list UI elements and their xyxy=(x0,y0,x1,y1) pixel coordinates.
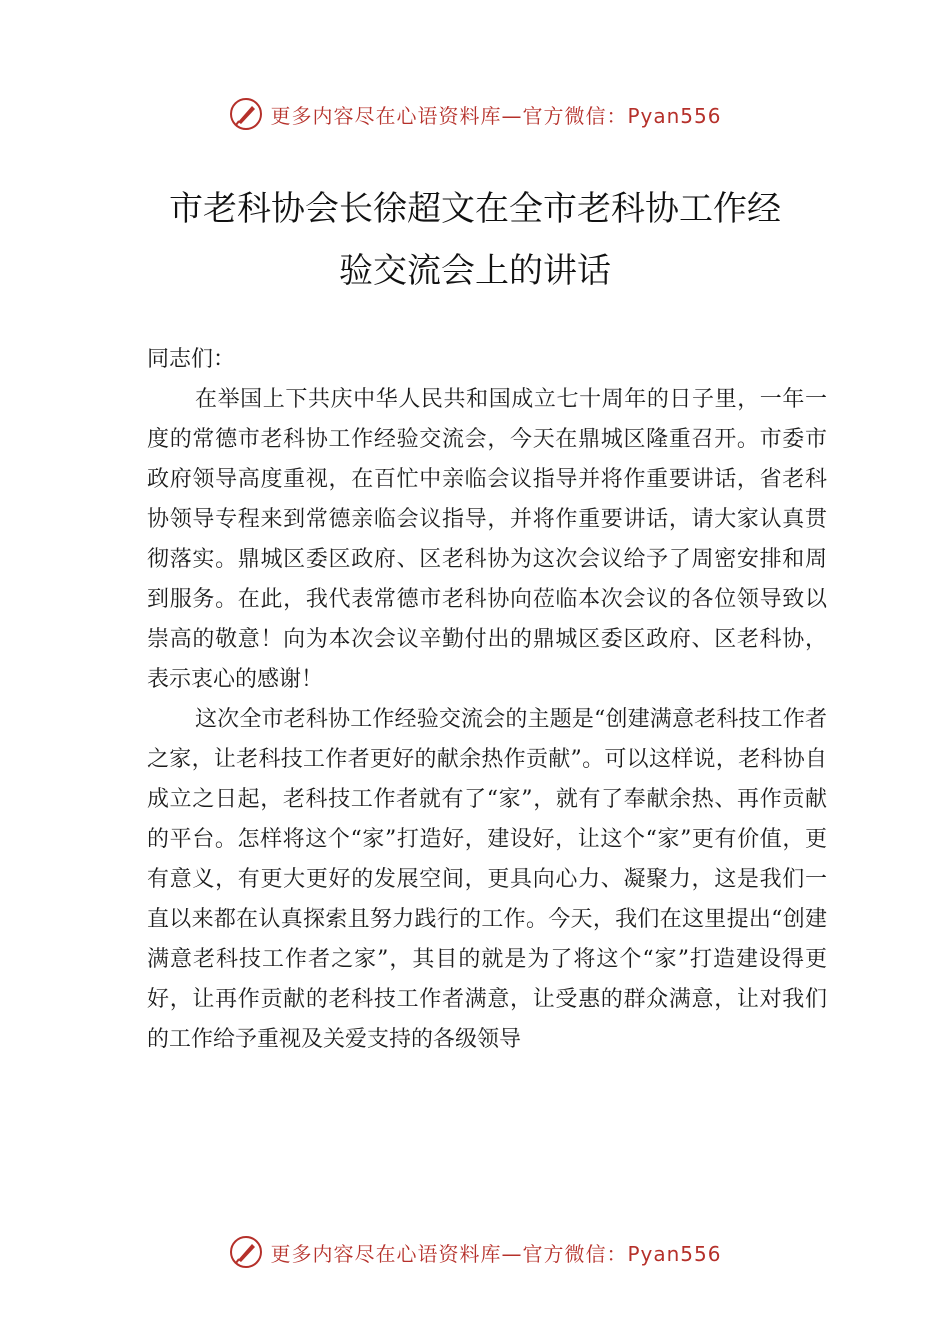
greeting: 同志们： xyxy=(147,347,236,372)
banner-text: 更多内容尽在心语资料库—官方微信：Pyan556 xyxy=(270,1241,722,1266)
quill-pen-logo-icon xyxy=(228,96,264,132)
title-line-2: 验交流会上的讲话 xyxy=(339,251,611,291)
footer-banner xyxy=(0,1230,950,1274)
header-banner xyxy=(0,92,950,136)
title-line-1: 市老科协会长徐超文在全市老科协工作经 xyxy=(169,189,781,229)
quill-pen-logo-icon xyxy=(228,1234,264,1270)
document-body xyxy=(147,340,827,1060)
banner-text: 更多内容尽在心语资料库—官方微信：Pyan556 xyxy=(270,103,722,128)
paragraph-1: 在举国上下共庆中华人民共和国成立七十周年的日子里，一年一度的常德市老科协工作经验交流会，今天在鼎城区隆重召开。市委市政府领导高度重视，在百忙中亲临会议指导并将作重要讲话，省老科协领导专程来到常德亲临会议指导，并将作重要讲话，请大家认真贯彻落实。鼎城区委区政府、区老科协为这次会议给予了周密安排和周到服务。在此，我代表常德市老科协向莅临本次会议的各位领导致以崇高的敬意！向为本次会议辛勤付出的鼎城区委区政府、区老科协，表示衷心的感谢！ xyxy=(147,387,827,692)
paragraph-2: 这次全市老科协工作经验交流会的主题是“创建满意老科技工作者之家，让老科技工作者更好的献余热作贡献”。可以这样说，老科协自成立之日起，老科技工作者就有了“家”，就有了奉献余热、再作贡献的平台。怎样将这个“家”打造好，建设好，让这个“家”更有价值，更有意义，有更大更好的发展空间，更具向心力、凝聚力，这是我们一直以来都在认真探索且努力践行的工作。今天，我们在这里提出“创建满意老科技工作者之家”，其目的就是为了将这个“家”打造建设得更好，让再作贡献的老科技工作者满意，让受惠的群众满意，让对我们的工作给予重视及关爱支持的各级领导 xyxy=(147,707,827,1052)
document-title xyxy=(80,178,870,302)
